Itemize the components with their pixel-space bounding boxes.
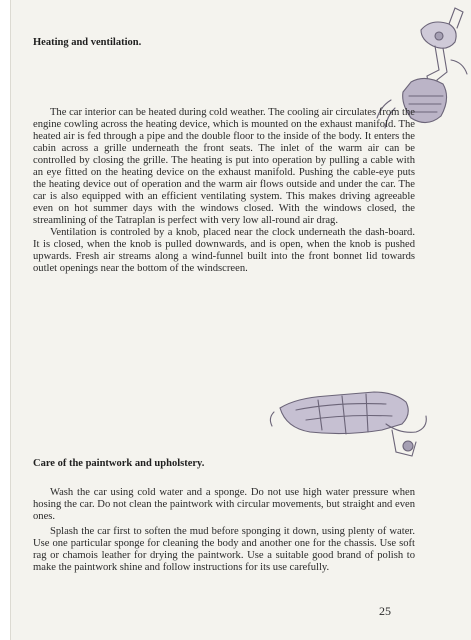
- paragraph: The car interior can be heated during cold weather. The cooling air circulates from the engine cowling across the heating device, which is mounted on the exhaust manifold. The heated air is fed through a pipe and the double floor to the inside of the body. It enters the cabin across a grille underneath the front seats. The inlet of the warm air can be controlled by closing the grille. The heating is put into operation by pulling a cable with an eye fitted on the heating device on the exhaust manifold. Pushing the cable-eye puts the heating device out of operation and the warm air flows outside and under the car. The car is also equipped with an efficient ventilating system. This makes driving agreeable even on hot summer days with the windows closed. With the windows closed, the streamlining of the Tatraplan is perfect with very low all-round air drag.: [33, 107, 415, 226]
- wind-funnel-illustration: [266, 372, 436, 462]
- paragraph: Ventilation is controled by a knob, placed near the clock underneath the dash-board. It is closed, when the knob is pulled downwards, and is open, when the knob is pushed upwards. Fresh air streams along a wind-funnel built into the front bonnet lid towards outlet openings near the bottom of the windscreen.: [33, 227, 415, 274]
- heading-care-paintwork: Care of the paintwork and upholstery.: [33, 458, 205, 469]
- heating-ventilation-text: [33, 107, 415, 275]
- page-number: 25: [379, 604, 391, 618]
- heading-heating-ventilation: Heating and ventilation.: [33, 37, 142, 48]
- paragraph: Wash the car using cold water and a sponge. Do not use high water pressure when hosing the car. Do not clean the paintwork with circular movements, but straight and even ones.: [33, 487, 415, 522]
- care-paintwork-text: [33, 487, 415, 574]
- manual-page: [10, 0, 471, 640]
- paragraph: Splash the car first to soften the mud before sponging it down, using plenty of water. Use one particular sponge for cleaning the body and another one for the chassis. Use soft rag or chamois leather for drying the paintwork. Use a suitable good brand of polish to make the paintwork shine and follow instructions for its use carefully.: [33, 526, 415, 573]
